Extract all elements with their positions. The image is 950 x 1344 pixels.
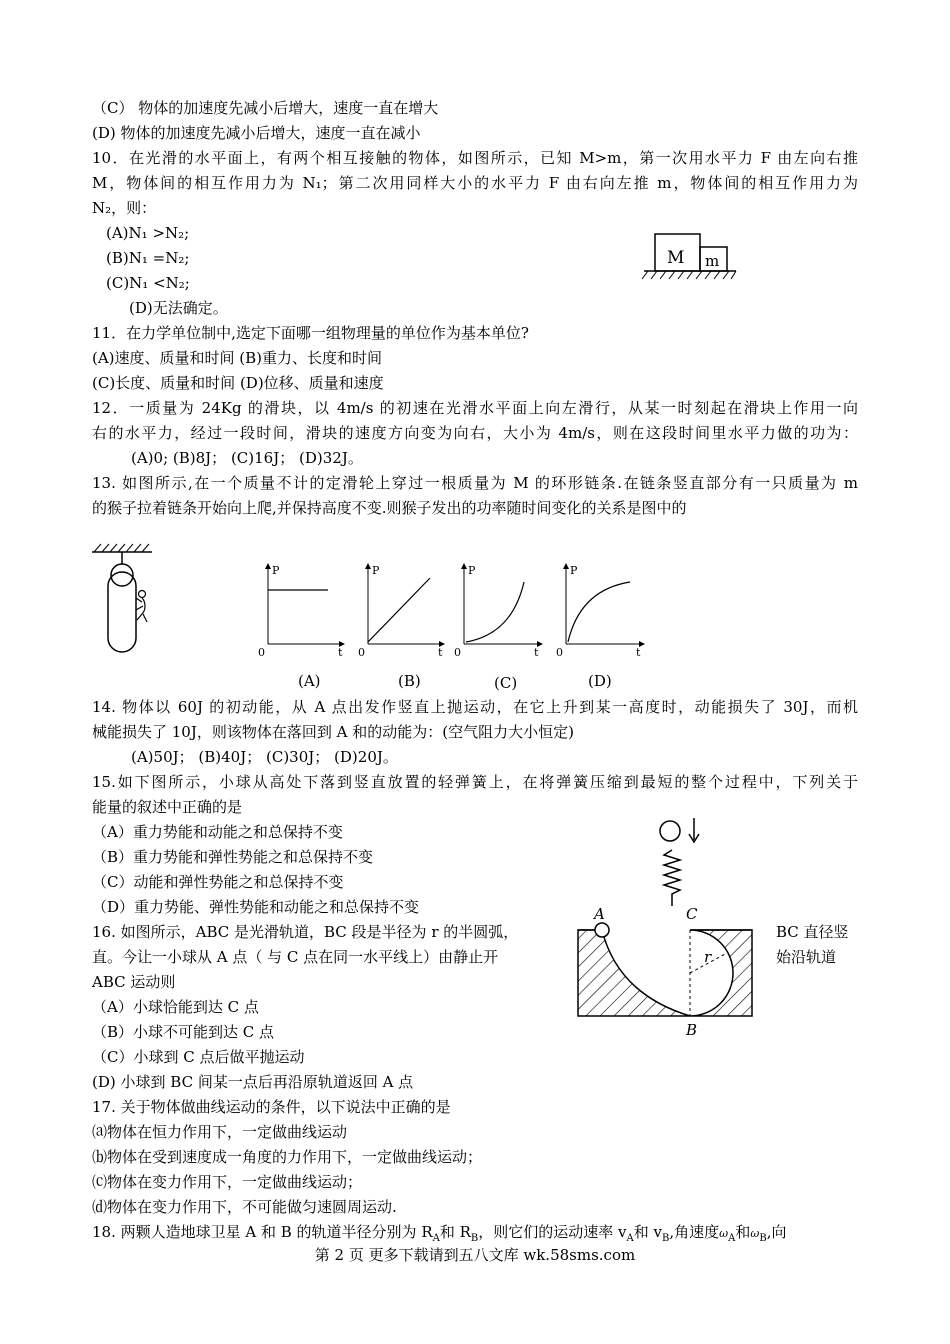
graph-d-label: (D)	[588, 672, 612, 690]
graph-d-axis-p: P	[570, 564, 578, 577]
q11-options-cd: (C)长度、质量和时间 (D)位移、质量和速度	[92, 374, 384, 392]
graph-a	[258, 564, 343, 690]
q16-option-d: (D) 小球到 BC 间某一点后再沿原轨道返回 A 点	[92, 1073, 414, 1091]
ball-at-a	[595, 923, 609, 937]
label-big-m: M	[667, 248, 685, 268]
q16-stem-line2-tail: 始沿轨道	[776, 948, 837, 966]
q10-stem-line3: N₂，则：	[92, 199, 157, 217]
graph-b	[358, 564, 443, 690]
graph-c-axis-p: P	[468, 564, 476, 577]
q18-stem-line1: 18. 两颗人造地球卫星 A 和 B 的轨道半径分别为 $R_A$和 $R_B$，则它们的运动速率 $v_A$和 $v_B$,角速度$\omega_A$和$\omega_B$,向	[92, 1223, 787, 1244]
q11-options-ab: (A)速度、质量和时间 (B)重力、长度和时间	[92, 349, 383, 367]
graph-a-label: (A)	[298, 672, 321, 690]
q10-option-a: (A)N₁ >N₂;	[106, 224, 190, 242]
radius-label: r	[704, 948, 712, 966]
graph-c-origin: 0	[454, 646, 461, 659]
q16-option-c: （C）小球到 C 点后做平抛运动	[92, 1048, 305, 1066]
q15-option-a: （A）重力势能和动能之和总保持不变	[92, 823, 343, 841]
graph-d	[556, 564, 642, 690]
graph-a-axis-p: P	[272, 564, 280, 577]
q10-stem-line2: M，物体间的相互作用力为 N₁；第二次用同样大小的水平力 F 由右向左推 m，物体间的相互作用力为	[92, 174, 858, 192]
q16-stem-line2: 直。今让一小球从 A 点（ 与 C 点在同一水平线上）由静止开	[92, 948, 499, 966]
curve-c-convex	[466, 582, 524, 642]
q16-option-a: （A）小球恰能到达 C 点	[92, 998, 259, 1016]
graph-c-axis-t: t	[534, 646, 539, 659]
point-a-label: A	[594, 905, 605, 923]
graph-c	[454, 564, 540, 692]
q13-power-graphs	[250, 556, 650, 696]
point-c-label: C	[686, 905, 698, 923]
graph-a-axis-t: t	[338, 646, 343, 659]
q15-option-c: （C）动能和弹性势能之和总保持不变	[92, 873, 344, 891]
label-small-m: m	[705, 252, 720, 270]
q17-option-a: ⒜物体在恒力作用下，一定做曲线运动	[92, 1123, 348, 1141]
graph-b-axis-p: P	[372, 564, 380, 577]
graph-b-label: (B)	[398, 672, 421, 690]
graph-b-axis-t: t	[438, 646, 443, 659]
q13-stem-line1: 13. 如图所示,在一个质量不计的定滑轮上穿过一根质量为 M 的环形链条.在链条竖直部分有一只质量为 m	[92, 474, 858, 492]
q17-stem: 17. 关于物体做曲线运动的条件，以下说法中正确的是	[92, 1098, 451, 1116]
q10-blocks-figure	[640, 228, 740, 284]
q12-stem-line1: 12．一质量为 24Kg 的滑块，以 4m/s 的初速在光滑水平面上向左滑行，从某一时刻起在滑块上作用一向	[92, 399, 858, 417]
curve-d-concave	[568, 582, 630, 642]
q16-stem-line1-tail: BC 直径竖	[776, 923, 849, 941]
hatched-block	[578, 930, 752, 1016]
q15-stem-line1: 15.如下图所示，小球从高处下落到竖直放置的轻弹簧上，在将弹簧压缩到最短的整个过程中，下列关于	[92, 773, 858, 791]
q15-spring-figure	[650, 812, 710, 916]
q16-track-figure	[570, 904, 766, 1040]
q16-stem-line1: 16. 如图所示，ABC 是光滑轨道，BC 段是半径为 r 的半圆弧，	[92, 923, 519, 941]
q13-pulley-figure	[90, 540, 165, 660]
chain-loop	[108, 572, 136, 652]
q16-option-b: （B）小球不可能到达 C 点	[92, 1023, 275, 1041]
page-footer: 第 2 页 更多下载请到五八文库 wk.58sms.com	[314, 1246, 636, 1264]
q16-stem-line3: ABC 运动则	[92, 973, 176, 991]
graph-d-origin: 0	[556, 646, 563, 659]
q15-option-b: （B）重力势能和弹性势能之和总保持不变	[92, 848, 374, 866]
graph-c-label: (C)	[494, 674, 518, 692]
spring-coil	[664, 850, 680, 906]
q10-option-b: (B)N₁ =N₂;	[106, 249, 190, 267]
q10-option-c: (C)N₁ <N₂;	[106, 274, 190, 292]
q14-stem-line1: 14. 物体以 60J 的初动能，从 A 点出发作竖直上抛运动，在它上升到某一高度时，动能损失了 30J，而机	[92, 698, 858, 716]
graph-a-origin: 0	[258, 646, 265, 659]
q10-stem-line1: 10．在光滑的水平面上，有两个相互接触的物体，如图所示，已知 M>m，第一次用水平力 F 由左向右推	[92, 149, 858, 167]
q15-stem-line2: 能量的叙述中正确的是	[92, 798, 243, 816]
point-b-label: B	[686, 1021, 698, 1039]
q12-options: (A)0; (B)8J； (C)16J； (D)32J。	[131, 449, 363, 467]
q11-stem: 11．在力学单位制中,选定下面哪一组物理量的单位作为基本单位?	[92, 324, 529, 342]
q9-option-c: （C） 物体的加速度先减小后增大，速度一直在增大	[92, 99, 439, 117]
q14-options: (A)50J； (B)40J； (C)30J； (D)20J。	[131, 748, 398, 766]
q13-stem-line2: 的猴子拉着链条开始向上爬,并保持高度不变.则猴子发出的功率随时间变化的关系是图中的	[92, 499, 687, 517]
q17-option-b: ⒝物体在受到速度成一角度的力作用下，一定做曲线运动；	[92, 1148, 483, 1166]
q17-option-c: ⒞物体在变力作用下，一定做曲线运动；	[92, 1173, 363, 1191]
monkey-icon	[136, 591, 147, 623]
q12-stem-line2: 右的水平力，经过一段时间，滑块的速度方向变为向右，大小为 4m/s，则在这段时间里水平力做的功为：	[92, 424, 858, 442]
falling-ball	[660, 821, 680, 841]
q9-option-d: (D) 物体的加速度先减小后增大，速度一直在减小	[92, 124, 421, 142]
graph-b-origin: 0	[358, 646, 365, 659]
curve-b-linear	[368, 578, 430, 642]
ceiling-hatch	[94, 544, 149, 552]
q17-option-d: ⒟物体在变力作用下，不可能做匀速圆周运动.	[92, 1198, 397, 1216]
ground-hatch	[642, 271, 736, 279]
q14-stem-line2: 械能损失了 10J，则该物体在落回到 A 和的动能为：(空气阻力大小恒定)	[92, 723, 574, 741]
graph-d-axis-t: t	[636, 646, 641, 659]
q15-option-d: （D）重力势能、弹性势能和动能之和总保持不变	[92, 898, 420, 916]
q10-option-d: (D)无法确定。	[129, 299, 228, 317]
